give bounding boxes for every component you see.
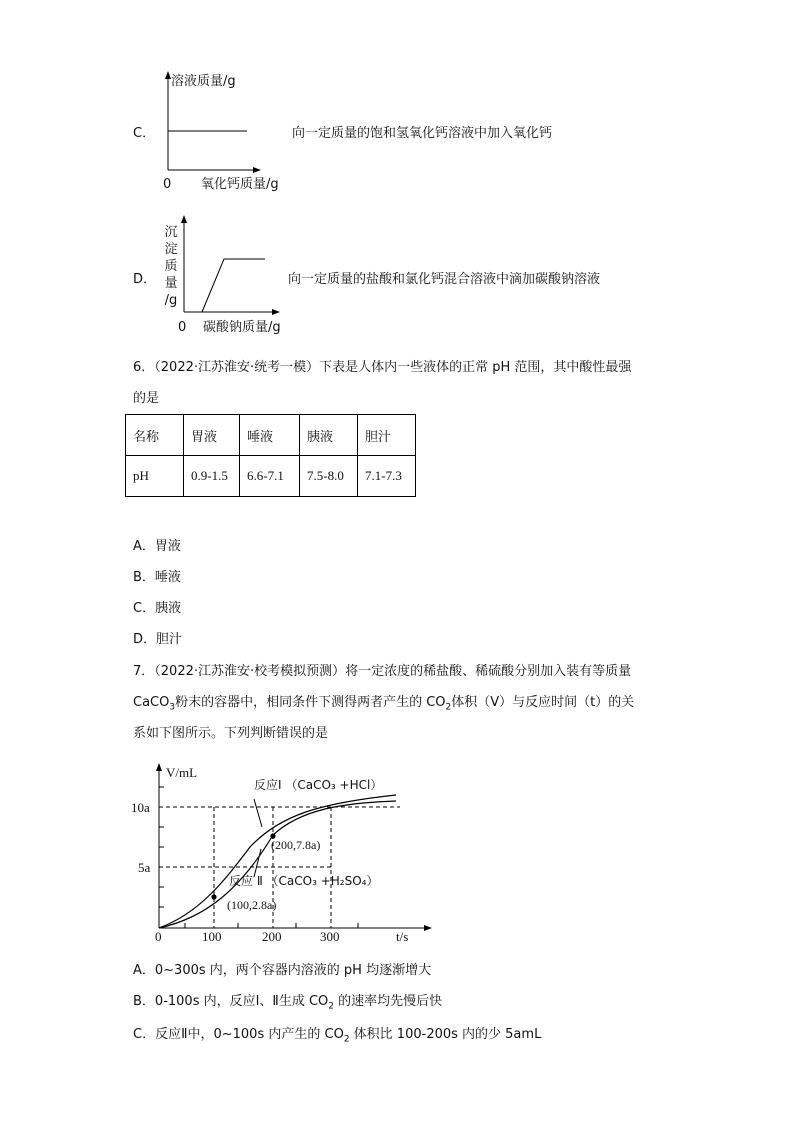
q7-graph-origin: 0 [155, 929, 162, 944]
q7-graph-xtick-300: 300 [320, 929, 340, 944]
q7-graph-curve1-label: 反应Ⅰ （CaCO₃ +HCl） [254, 778, 383, 792]
graph-c-y-label: 溶液质量/g [171, 74, 236, 89]
table-cell: 胰液 [300, 415, 358, 456]
q7-graph-xtick-200: 200 [262, 929, 282, 944]
q6-option-a[interactable]: A．胃液 [133, 539, 181, 554]
table-row [126, 415, 416, 456]
table-cell: 7.5-8.0 [300, 456, 358, 497]
option-c-label: C． [133, 126, 156, 141]
table-cell: 胃液 [184, 415, 240, 456]
q7-option-a[interactable]: A．0~300s 内，两个容器内溶液的 pH 均逐渐增大 [133, 963, 432, 978]
q7-stem-line1: 7．（2022·江苏淮安·校考模拟预测）将一定浓度的稀盐酸、稀硫酸分别加入装有等质量 [133, 664, 632, 679]
graph-d [170, 210, 290, 320]
q6-option-b[interactable]: B．唾液 [133, 570, 181, 585]
graph-d-y-label: 沉 淀 质 量 /g [164, 225, 178, 308]
q7-option-b[interactable]: B．0-100s 内，反应Ⅰ、Ⅱ生成 $CO_2$ 的速率均先慢后快 [133, 994, 443, 1012]
table-cell: 名称 [126, 415, 184, 456]
q7-graph-x-label: t/s [396, 929, 409, 944]
option-d-description: 向一定质量的盐酸和氯化钙混合溶液中滴加碳酸钠溶液 [288, 272, 601, 287]
table-cell: 胆汁 [358, 415, 416, 456]
graph-c-origin: 0 [163, 177, 172, 192]
table-cell: 7.1-7.3 [358, 456, 416, 497]
q7-option-c[interactable]: C．反应Ⅱ中，0~100s 内产生的 $CO_2$ 体积比 100-200s 内的少 5amL [133, 1027, 542, 1045]
table-cell: 0.9-1.5 [184, 456, 240, 497]
q7-graph-curve2-label: 反应 Ⅱ （CaCO₃ +H₂SO₄） [229, 874, 379, 888]
option-c-description: 向一定质量的饱和氢氧化钙溶液中加入氧化钙 [292, 126, 553, 141]
q7-graph-xtick-100: 100 [202, 929, 222, 944]
q7-stem-line3: 系如下图所示。下列判断错误的是 [133, 726, 329, 741]
q7-stem-line2: CaCO$_3$粉末的容器中，相同条件下测得两者产生的 $CO_2$体积（V）与反应时间（t）的关 [133, 695, 635, 713]
q7-graph-point1-label: (200,7.8a) [271, 838, 321, 852]
table-row [126, 456, 416, 497]
q7-graph-ytick-10a: 10a [131, 800, 150, 815]
option-d-label: D． [133, 272, 157, 287]
table-cell: 唾液 [240, 415, 300, 456]
ph-table [125, 414, 416, 497]
q6-option-c[interactable]: C．胰液 [133, 601, 182, 616]
q6-stem-line1: 6．（2022·江苏淮安·统考一模）下表是人体内一些液体的正常 pH 范围，其中酸性最强 [133, 360, 632, 375]
q6-stem-line2: 的是 [133, 391, 160, 406]
table-cell: 6.6-7.1 [240, 456, 300, 497]
q6-option-d[interactable]: D．胆汁 [133, 632, 183, 647]
table-cell: pH [126, 456, 184, 497]
graph-d-x-label: 碳酸钠质量/g [203, 320, 281, 335]
graph-d-origin: 0 [178, 320, 187, 335]
graph-c-x-label: 氧化钙质量/g [201, 177, 279, 192]
q7-graph-point2-label: (100,2.8a) [227, 898, 277, 912]
q7-graph-ytick-5a: 5a [138, 860, 151, 875]
q7-graph-y-label: V/mL [166, 765, 198, 780]
